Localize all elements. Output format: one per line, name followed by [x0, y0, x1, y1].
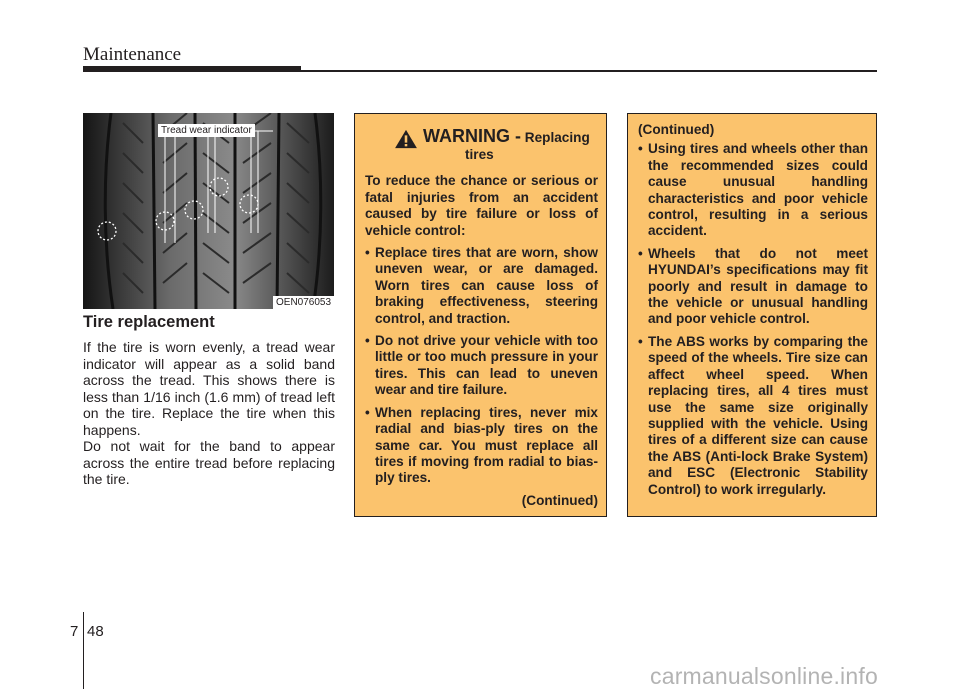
- warning-subtitle: Replacing: [524, 130, 590, 145]
- warning-list: [365, 245, 598, 487]
- body-paragraph: Do not wait for the band to appear across the entire tread before replacing the tire.: [83, 438, 335, 487]
- header-rule-thick: [83, 66, 301, 72]
- warning-label: WARNING -: [423, 126, 521, 146]
- warning-continued-box: [627, 113, 877, 517]
- tread-wear-callout: Tread wear indicator: [158, 124, 255, 137]
- page-number: 48: [87, 623, 104, 640]
- warning-intro: To reduce the chance or serious or fatal injuries from an accident caused by tire failure or loss of vehicle control:: [365, 173, 598, 238]
- section-title: Tire replacement: [83, 313, 215, 331]
- warning-list: [638, 141, 868, 498]
- warning-item: • Do not drive your vehicle with too little or too much pressure in your tires. This can lead to uneven wear and tire failure.: [365, 333, 598, 399]
- body-paragraph: If the tire is worn evenly, a tread wear indicator will appear as a solid band across the tread. This shows there is less than 1/16 inch (1.6 mm) of tread left on the tire. Replace the tire when this happens.: [83, 339, 335, 438]
- header-rule-thin: [301, 70, 877, 72]
- continued-label: (Continued): [521, 492, 598, 508]
- warning-item: • Replace tires that are worn, show uneven wear, or are damaged. Worn tires can cause loss of braking effectiveness, steering control, and traction.: [365, 245, 598, 327]
- warning-triangle-icon: [393, 129, 419, 149]
- chapter-number: 7: [70, 623, 79, 640]
- tire-tread-image: [83, 113, 334, 309]
- warning-item: • Using tires and wheels other than the recommended sizes could cause unusual handling characteristics and poor vehicle control, resulting in a serious accident.: [638, 141, 868, 239]
- watermark: carmanualsonline.info: [650, 663, 878, 689]
- page-header-title: Maintenance: [83, 44, 182, 65]
- figure-code: OEN076053: [273, 296, 334, 309]
- warning-item: • When replacing tires, never mix radial and bias-ply tires on the same car. You must replace all tires if moving from radial to bias-ply tires.: [365, 405, 598, 487]
- continued-label: (Continued): [638, 122, 715, 137]
- warning-item: • The ABS works by comparing the speed of the wheels. Tire size can affect wheel speed. When replacing tires, all 4 tires must use the same size originally supplied with the vehicle. Using tires of a different size can cause the ABS (Anti-lock Brake System) and ESC (Electronic Stability Control) to work irregularly.: [638, 334, 868, 498]
- page-number-divider: [83, 612, 84, 689]
- warning-subtitle-2: tires: [465, 147, 494, 162]
- warning-box: [354, 113, 607, 517]
- warning-heading: [365, 125, 598, 163]
- warning-item: • Wheels that do not meet HYUNDAI’s specifications may fit poorly and result in damage to the vehicle or unusual handling and poor vehicle control.: [638, 246, 868, 328]
